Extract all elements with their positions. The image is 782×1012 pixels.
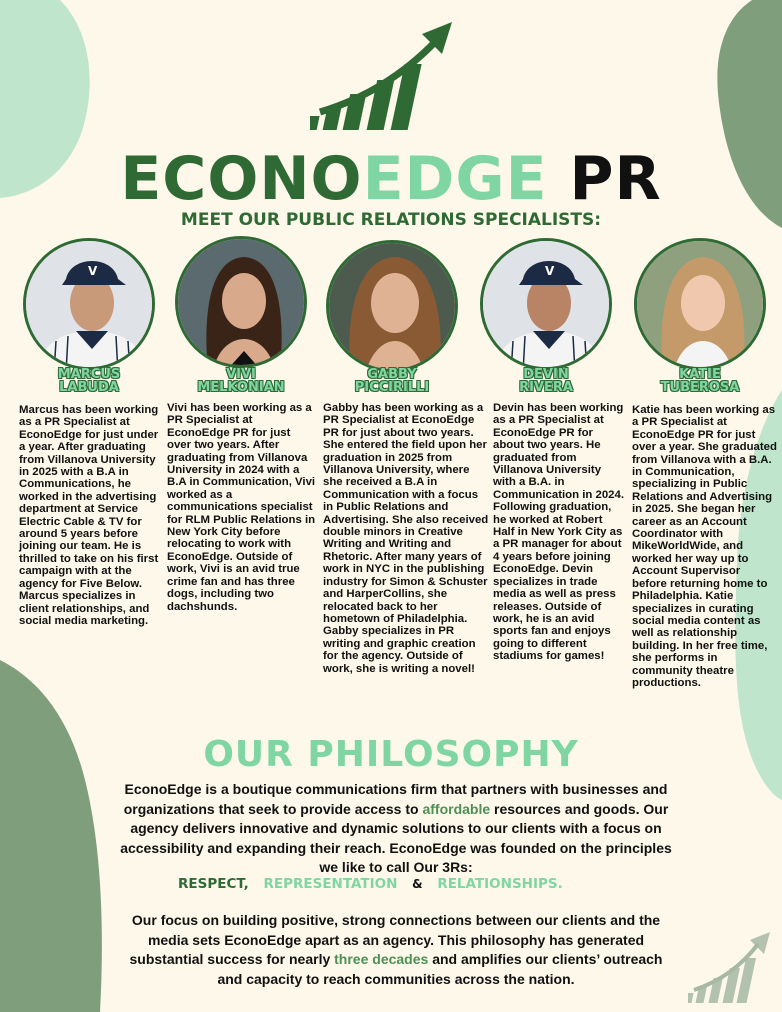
bio-marcus: Marcus has been working as a PR Specialist at EconoEdge for just under a year. After graduating from Villanova University in 2025 with a B.A in Communications, he worked in the advertising department at Service Electric Cable & TV for around 5 years before joining our team. He is thrilled to take on his first campaign with at the agency for Five Below. Marcus specializes in client relationships, and social media marketing.	[19, 404, 159, 627]
paragraph-text: EconoEdge is a boutique communications firm that partners with businesses and organizations that seek to provide access to	[123, 781, 668, 817]
first-name: KATIE	[679, 367, 721, 382]
portrait-vivi	[175, 236, 307, 368]
philosophy-title: OUR PHILOSOPHY	[203, 734, 579, 775]
last-name: TUBEROSA	[660, 380, 740, 395]
bio-katie: Katie has been working as a PR Specialist at EconoEdge PR for just over a year. She graduated from Villanova with a B.A. in Communication, specializing in Public Relations and Advertising in 2025. She began her career as an Account Coordinator with MikeWorldWide, and worked her way up to Account Supervisor before returning home to Philadelphia. Katie specializes in curating social media content as well as relationship building. In her free time, she performs in community theatre productions.	[632, 404, 777, 689]
name-katie	[634, 368, 766, 394]
portrait-katie	[634, 238, 766, 370]
last-name: RIVERA	[519, 380, 573, 395]
portrait-gabby	[326, 240, 458, 372]
first-name: MARCUS	[57, 367, 121, 382]
portrait-devin	[480, 238, 612, 370]
first-name: GABBY	[367, 367, 417, 382]
philosophy-paragraph-2	[122, 911, 670, 989]
r-respect: RESPECT,	[178, 876, 249, 892]
name-gabby	[326, 368, 458, 394]
brand-word-econo: ECONO	[120, 144, 363, 214]
brand-word-edge: EDGE	[362, 144, 548, 214]
econoedge-logo	[310, 20, 470, 138]
paragraph-text: and amplifies our clients’ outreach and capacity to reach communities across the nation.	[217, 951, 663, 987]
highlight-three-decades: three decades	[334, 951, 429, 967]
specialists-subtitle: MEET OUR PUBLIC RELATIONS SPECIALISTS:	[180, 210, 602, 230]
philosophy-paragraph-1	[110, 780, 682, 878]
name-marcus	[23, 368, 155, 394]
bio-gabby: Gabby has been working as a PR Specialist at EconoEdge PR for just about two years. She entered the field upon her graduation in 2025 from Villanova University, where she received a B.A in Communication with a focus in Public Relations and Advertising. She also received double minors in Creative Writing and Writing and Rhetoric. After many years of work in NYC in the publishing industry for Simon & Schuster and HarperCollins, she relocated back to her hometown of Philadelphia. Gabby specializes in PR writing and graphic creation for the agency. Outside of work, she is writing a novel!	[323, 402, 489, 675]
bottom-left-blob	[0, 660, 110, 1012]
last-name: MELKONIAN	[197, 380, 285, 395]
first-name: DEVIN	[523, 367, 569, 382]
econoedge-logo-small	[688, 930, 774, 1008]
r-representation: REPRESENTATION	[263, 876, 398, 892]
brand-word-pr: PR	[569, 144, 662, 214]
paragraph-text: resources and goods. Our agency delivers innovative and dynamic solutions to our clients with a focus on accessibility and expanding their reach. EconoEdge was founded on the principles we like to call Our 3Rs:	[120, 800, 672, 875]
name-vivi	[175, 368, 307, 394]
highlight-affordable: affordable	[422, 800, 491, 817]
paragraph-text: Our focus on building positive, strong connections between our clients and the media sets EconoEdge apart as an agency. This philosophy has generated substantial success for nearly	[129, 912, 661, 967]
svg-text:V: V	[88, 264, 98, 278]
r-relationships: RELATIONSHIPS.	[437, 876, 563, 892]
bio-devin: Devin has been working as a PR Specialist at EconoEdge PR for about two years. He graduated from Villanova University with a B.A. in Communication in 2024. Following graduation, he worked at Robert Half in New York City as a PR manager for about 4 years before joining EconoEdge. Devin specializes in trade media as well as press releases. Outside of work, he is an avid sports fan and enjoys going to different stadiums for games!	[493, 402, 625, 663]
brand-title	[0, 146, 782, 212]
portrait-marcus	[23, 238, 155, 370]
three-rs	[178, 876, 563, 892]
bio-vivi: Vivi has been working as a PR Specialist at EconoEdge PR for just over two years. After graduating from Villanova University in 2024 with a B.A in Communication, Vivi worked as a communications specialist for RLM Public Relations in New York City before relocating to work with EconoEdge. Outside of work, Vivi is an avid true crime fan and has three dogs, including two dachshunds.	[167, 402, 316, 613]
first-name: VIVI	[226, 367, 256, 382]
last-name: PICCIRILLI	[354, 380, 430, 395]
name-devin	[480, 368, 612, 394]
svg-text:V: V	[545, 264, 555, 278]
last-name: LABUDA	[59, 380, 119, 395]
ampersand: &	[412, 877, 423, 891]
